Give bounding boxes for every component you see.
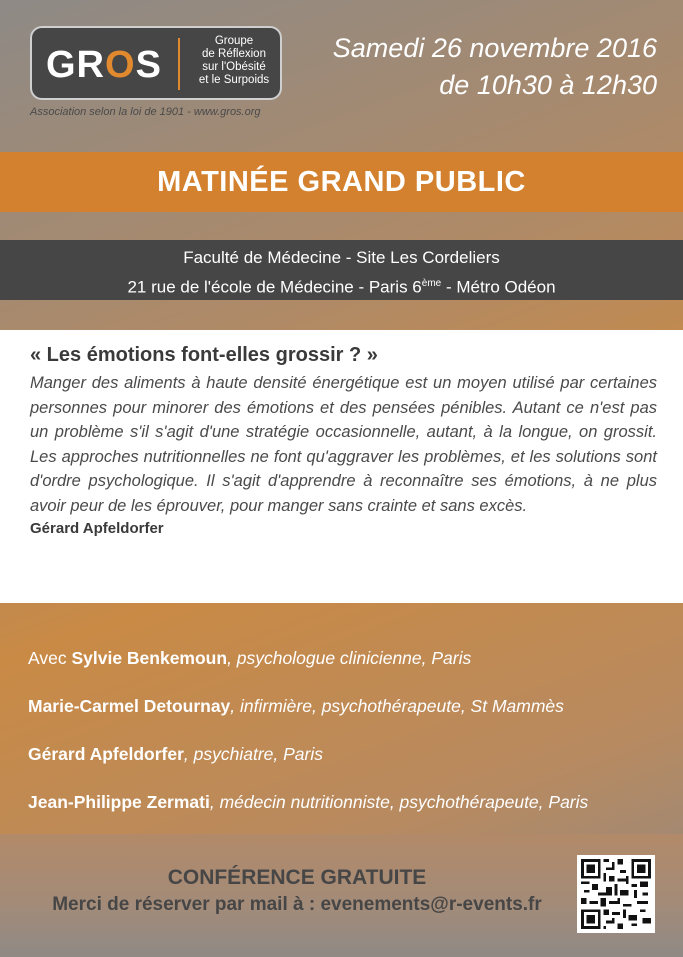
quote-section (0, 330, 683, 603)
gros-logo (30, 26, 282, 100)
location-band (0, 240, 683, 300)
event-date (277, 30, 657, 104)
association-note: Association selon la loi de 1901 - www.gros.org (30, 106, 261, 118)
qr-code-icon[interactable] (577, 855, 655, 933)
date-line: Samedi 26 novembre 2016 (332, 33, 657, 63)
reservation-note: Merci de réserver par mail à : evenements@r-events.fr (52, 894, 542, 915)
location-line-2: 21 rue de l'école de Médecine - Paris 6ème - Métro Odéon (127, 277, 556, 297)
quote-author: Gérard Apfeldorfer (30, 520, 164, 537)
speaker-item: Marie-Carmel Detournay, infirmière, psychothérapeute, St Mammès (28, 696, 564, 716)
speaker-item: Avec Sylvie Benkemoun, psychologue clinicienne, Paris (28, 648, 472, 668)
speakers-list (28, 646, 668, 838)
location-line-1: Faculté de Médecine - Site Les Cordeliers (183, 248, 500, 267)
speaker-item: Jean-Philippe Zermati, médecin nutritionniste, psychothérapeute, Paris (28, 792, 589, 812)
logo-subtitle: Groupe de Réflexion sur l'Obésité et le Surpoids (198, 35, 270, 86)
title-band (0, 152, 683, 212)
quote-body: Manger des aliments à haute densité énergétique est un moyen utilisé par certaines personnes pour minorer des émotions et des pensées pénibles. Autant ce n'est pas un problème s'il s'agit d'une stratégie occasionnelle, autant, à la longue, on grossit. Les approches nutritionnelles ne font qu'aggraver les problèmes, et les solutions sont d'ordre psychologique. Il s'agit d'apprendre à reconnaître ses émotions, à ne plus avoir peur de les éprouver, pour manger sans crainte et sans excès. (30, 374, 657, 515)
quote-title: « Les émotions font-elles grossir ? » (30, 344, 378, 366)
speaker-item: Gérard Apfeldorfer, psychiatre, Paris (28, 744, 323, 764)
logo-wordmark: GROS (46, 44, 162, 86)
logo-separator (178, 38, 180, 90)
event-title: MATINÉE GRAND PUBLIC (157, 165, 526, 198)
free-conference-label: CONFÉRENCE GRATUITE (167, 866, 427, 889)
time-line: de 10h30 à 12h30 (439, 70, 657, 100)
